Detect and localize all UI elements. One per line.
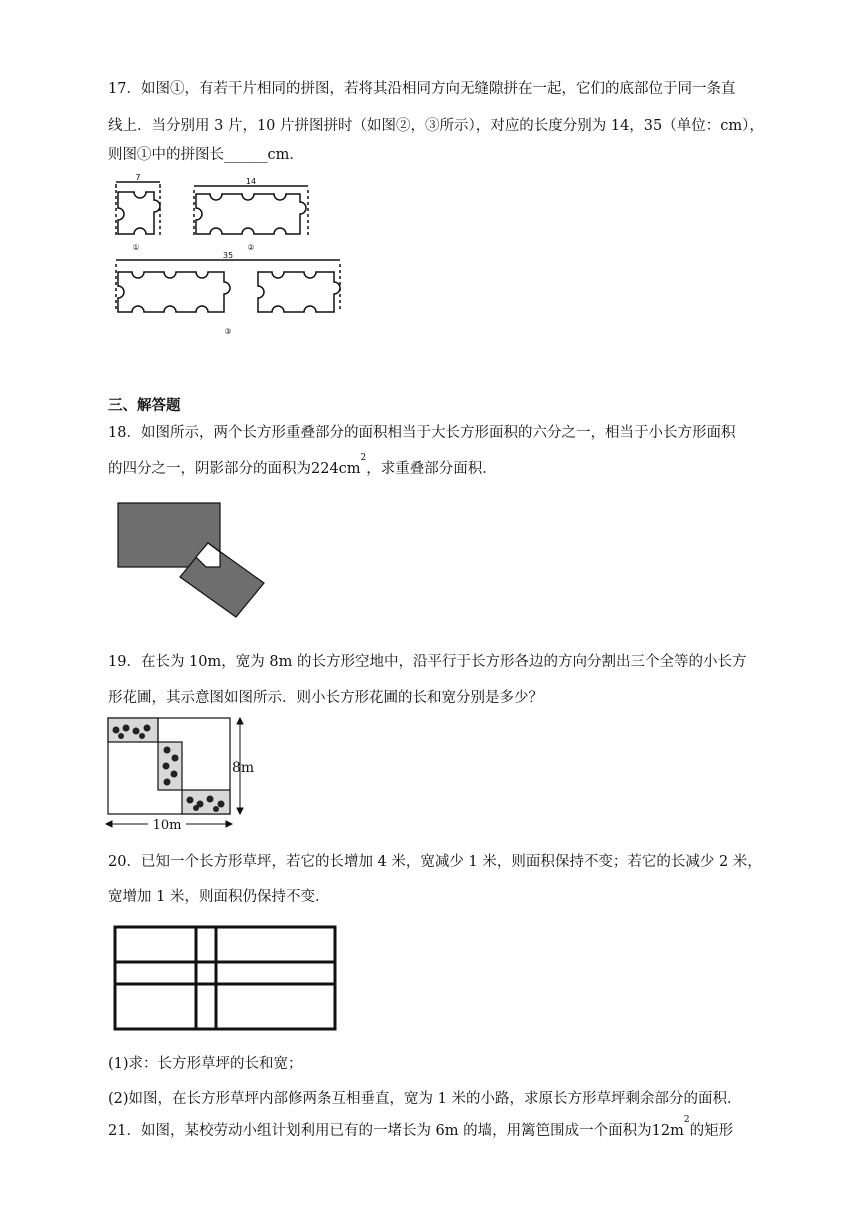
q18-line-1: 18．如图所示，两个长方形重叠部分的面积相当于大长方形面积的六分之一，相当于小长方形面积 — [108, 425, 736, 441]
q17-label-1: ① — [132, 243, 140, 252]
q21-line-1: 21．如图，某校劳动小组计划利用已有的一堵长为 6m 的墙，用篱笆围成一个面积为$12m^2$的矩形 — [108, 1115, 734, 1139]
q17-line-3: 则图①中的拼图长______cm． — [108, 147, 304, 163]
q17-label-3: ③ — [224, 327, 232, 336]
q17-puzzle-figure — [108, 172, 358, 342]
q17-dim-7: 7 — [135, 173, 141, 182]
q19-line-1: 19．在长为 10m，宽为 8m 的长方形空地中，沿平行于长方形各边的方向分割出三个全等的小长方 — [108, 654, 747, 670]
q20-line-2: 宽增加 1 米，则面积仍保持不变． — [108, 889, 330, 905]
q20-part-2: (2)如图，在长方形草坪内部修两条互相垂直，宽为 1 米的小路，求原长方形草坪剩余部分的面积． — [108, 1091, 742, 1107]
q18-rectangles-figure — [108, 495, 278, 625]
q17-line-2: 线上．当分别用 3 片，10 片拼图拼时（如图②，③所示），对应的长度分别为 14，35（单位：cm）， — [108, 118, 764, 134]
q17-dim-35: 35 — [222, 251, 234, 260]
q20-part-1: (1)求：长方形草坪的长和宽； — [108, 1056, 303, 1072]
q19-garden-figure — [104, 714, 264, 834]
section-title: 三、解答题 — [108, 397, 181, 414]
q19-width-label: 10m — [152, 818, 182, 833]
q20-line-1: 20．已知一个长方形草坪，若它的长增加 4 米，宽减少 1 米，则面积保持不变；若它的长减少 2 米， — [108, 854, 762, 870]
q17-line-1: 17．如图①，有若干片相同的拼图，若将其沿相同方向无缝隙拼在一起，它们的底部位于同一条直 — [108, 81, 736, 97]
q18-line-2: 的四分之一，阴影部分的面积为$224cm^2$，求重叠部分面积． — [108, 453, 497, 477]
q19-line-2: 形花圃，其示意图如图所示．则小长方形花圃的长和宽分别是多少？ — [108, 690, 543, 706]
q20-lawn-figure — [112, 924, 338, 1032]
q17-label-2: ② — [247, 243, 255, 252]
q17-dim-14: 14 — [245, 177, 257, 186]
q19-height-label: 8m — [232, 760, 255, 776]
